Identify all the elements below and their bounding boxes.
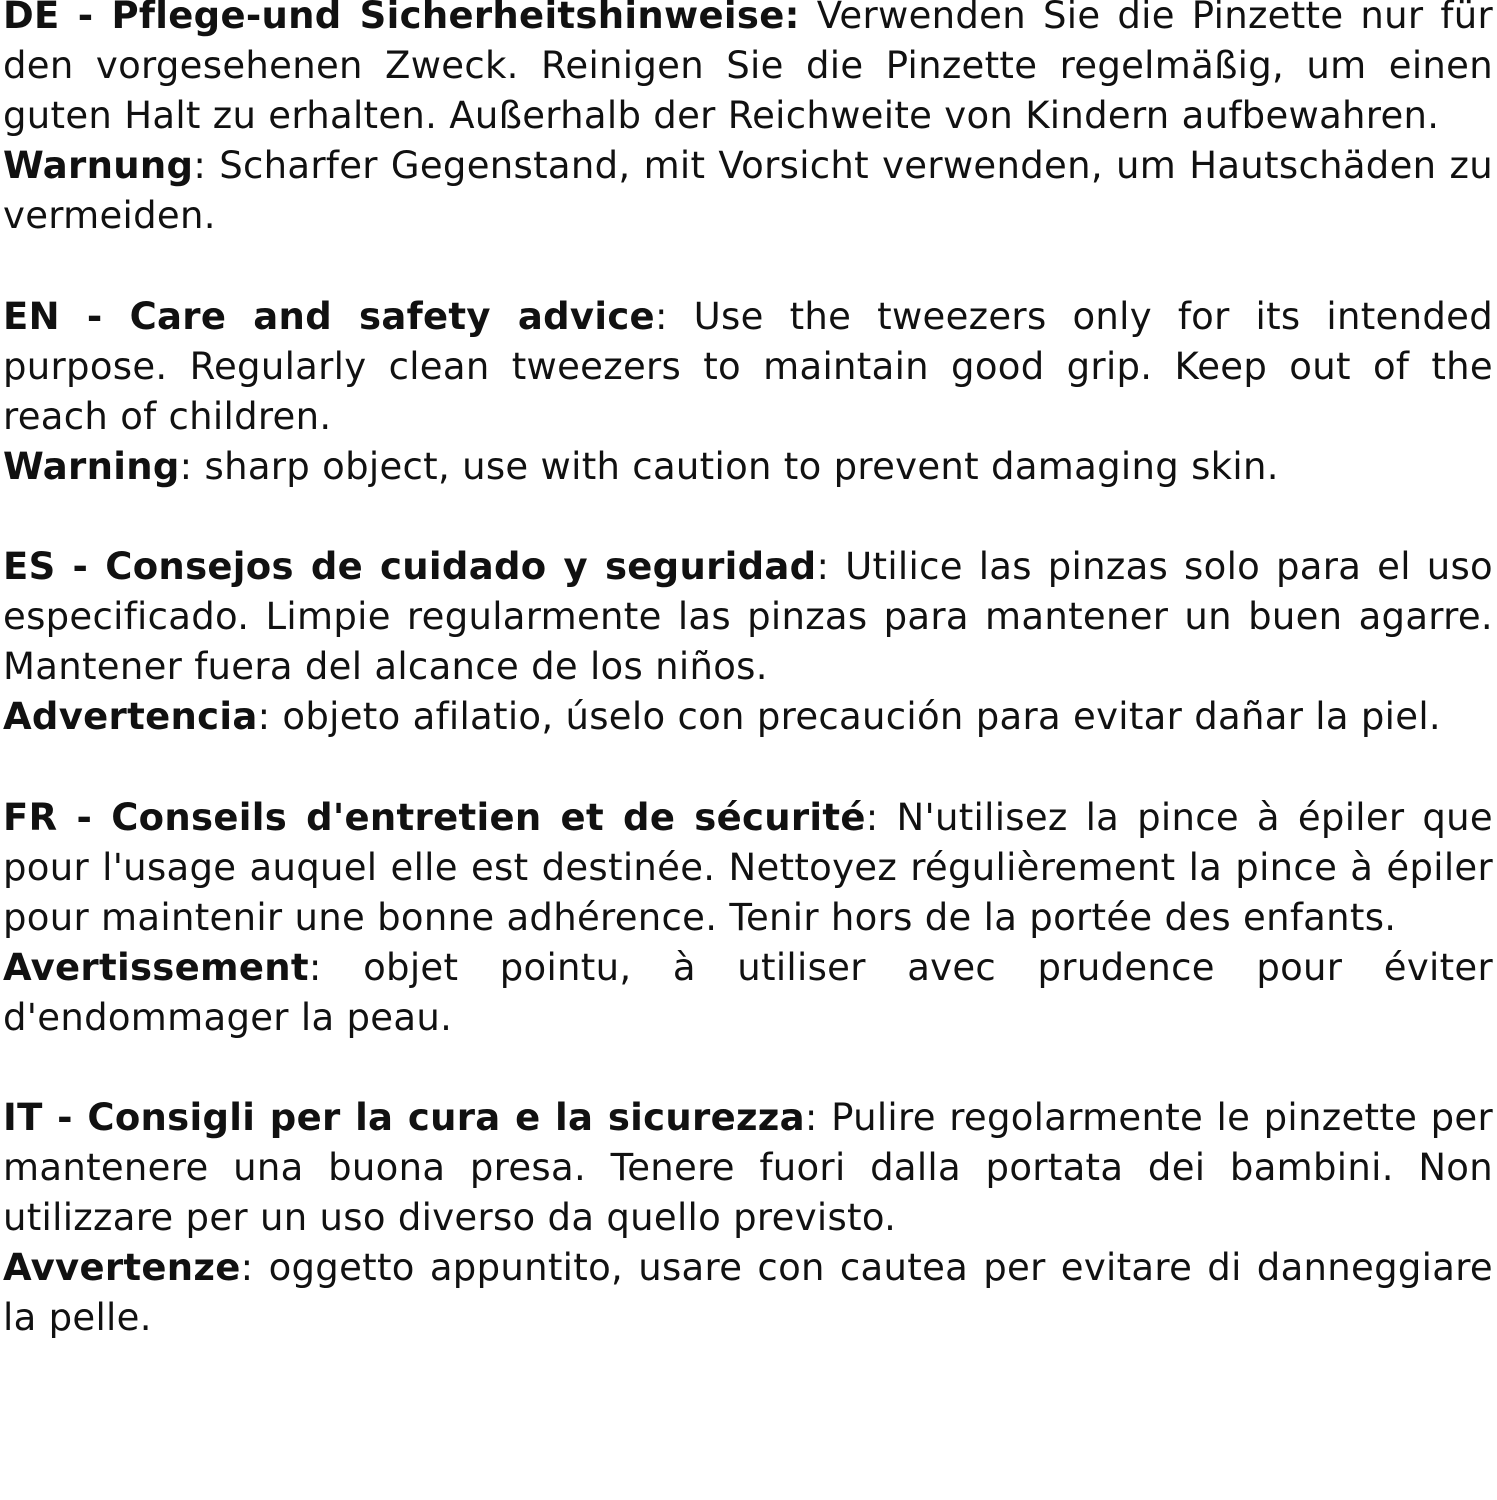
- warning-paragraph: [3, 1243, 1493, 1343]
- section-it: [3, 1093, 1493, 1343]
- warning-paragraph: [3, 692, 1493, 742]
- care-separator: :: [804, 1096, 832, 1140]
- warning-heading: Avertissement: [3, 945, 309, 989]
- warning-text: : objeto afilatio, úselo con precaución para evitar dañar la piel.: [257, 695, 1441, 739]
- care-text: Use the tweezers only for its intended purpose. Regularly clean tweezers to maintain good grip. Keep out of the reach of children.: [3, 294, 1494, 438]
- care-separator: [800, 0, 817, 37]
- section-en: [3, 292, 1493, 492]
- care-text: Verwenden Sie die Pinzette nur für den vorgesehenen Zweck. Reinigen Sie die Pinzette regelmäßig, um einen guten Halt zu erhalten. Außerhalb der Reichweite von Kindern aufbewahren.: [3, 0, 1493, 138]
- care-separator: :: [816, 545, 846, 589]
- warning-text: : Scharfer Gegenstand, mit Vorsicht verwenden, um Hautschäden zu vermeiden.: [3, 144, 1493, 238]
- warning-paragraph: [3, 442, 1493, 492]
- warning-heading: Warning: [3, 444, 180, 488]
- care-paragraph: [3, 542, 1493, 692]
- warning-paragraph: [3, 141, 1493, 241]
- section-es: [3, 542, 1493, 742]
- warning-paragraph: [3, 943, 1493, 1043]
- warning-heading: Avvertenze: [3, 1246, 241, 1290]
- care-text: N'utilisez la pince à épiler que pour l'usage auquel elle est destinée. Nettoyez régulièrement la pince à épiler pour maintenir une bonne adhérence. Tenir hors de la portée des enfants.: [3, 795, 1493, 939]
- section-fr: [3, 793, 1493, 1043]
- section-de: [3, 0, 1493, 241]
- warning-text: : sharp object, use with caution to prevent damaging skin.: [179, 444, 1279, 488]
- care-heading: ES - Consejos de cuidado y seguridad: [3, 545, 817, 589]
- warning-heading: Warnung: [3, 144, 194, 188]
- care-heading: EN - Care and safety advice: [3, 294, 655, 338]
- warning-text: : objet pointu, à utiliser avec prudence pour éviter d'endommager la peau.: [3, 945, 1493, 1039]
- care-paragraph: [3, 793, 1493, 943]
- care-heading: FR - Conseils d'entretien et de sécurité: [3, 795, 866, 839]
- care-paragraph: [3, 0, 1493, 141]
- care-separator: :: [865, 795, 897, 839]
- safety-instructions-document: [3, 0, 1493, 1394]
- care-heading: IT - Consigli per la cura e la sicurezza: [3, 1096, 805, 1140]
- care-text: Utilice las pinzas solo para el uso especificado. Limpie regularmente las pinzas para mantener un buen agarre. Mantener fuera del alcance de los niños.: [3, 545, 1493, 689]
- care-text: Pulire regolarmente le pinzette per mantenere una buona presa. Tenere fuori dalla portata dei bambini. Non utilizzare per un uso diverso da quello previsto.: [3, 1096, 1493, 1240]
- care-heading: DE - Pflege-und Sicherheitshinweise:: [3, 0, 800, 37]
- warning-text: : oggetto appuntito, usare con cautea per evitare di danneggiare la pelle.: [3, 1246, 1493, 1340]
- warning-heading: Advertencia: [3, 695, 258, 739]
- care-separator: :: [654, 294, 694, 338]
- care-paragraph: [3, 292, 1493, 442]
- care-paragraph: [3, 1093, 1493, 1243]
